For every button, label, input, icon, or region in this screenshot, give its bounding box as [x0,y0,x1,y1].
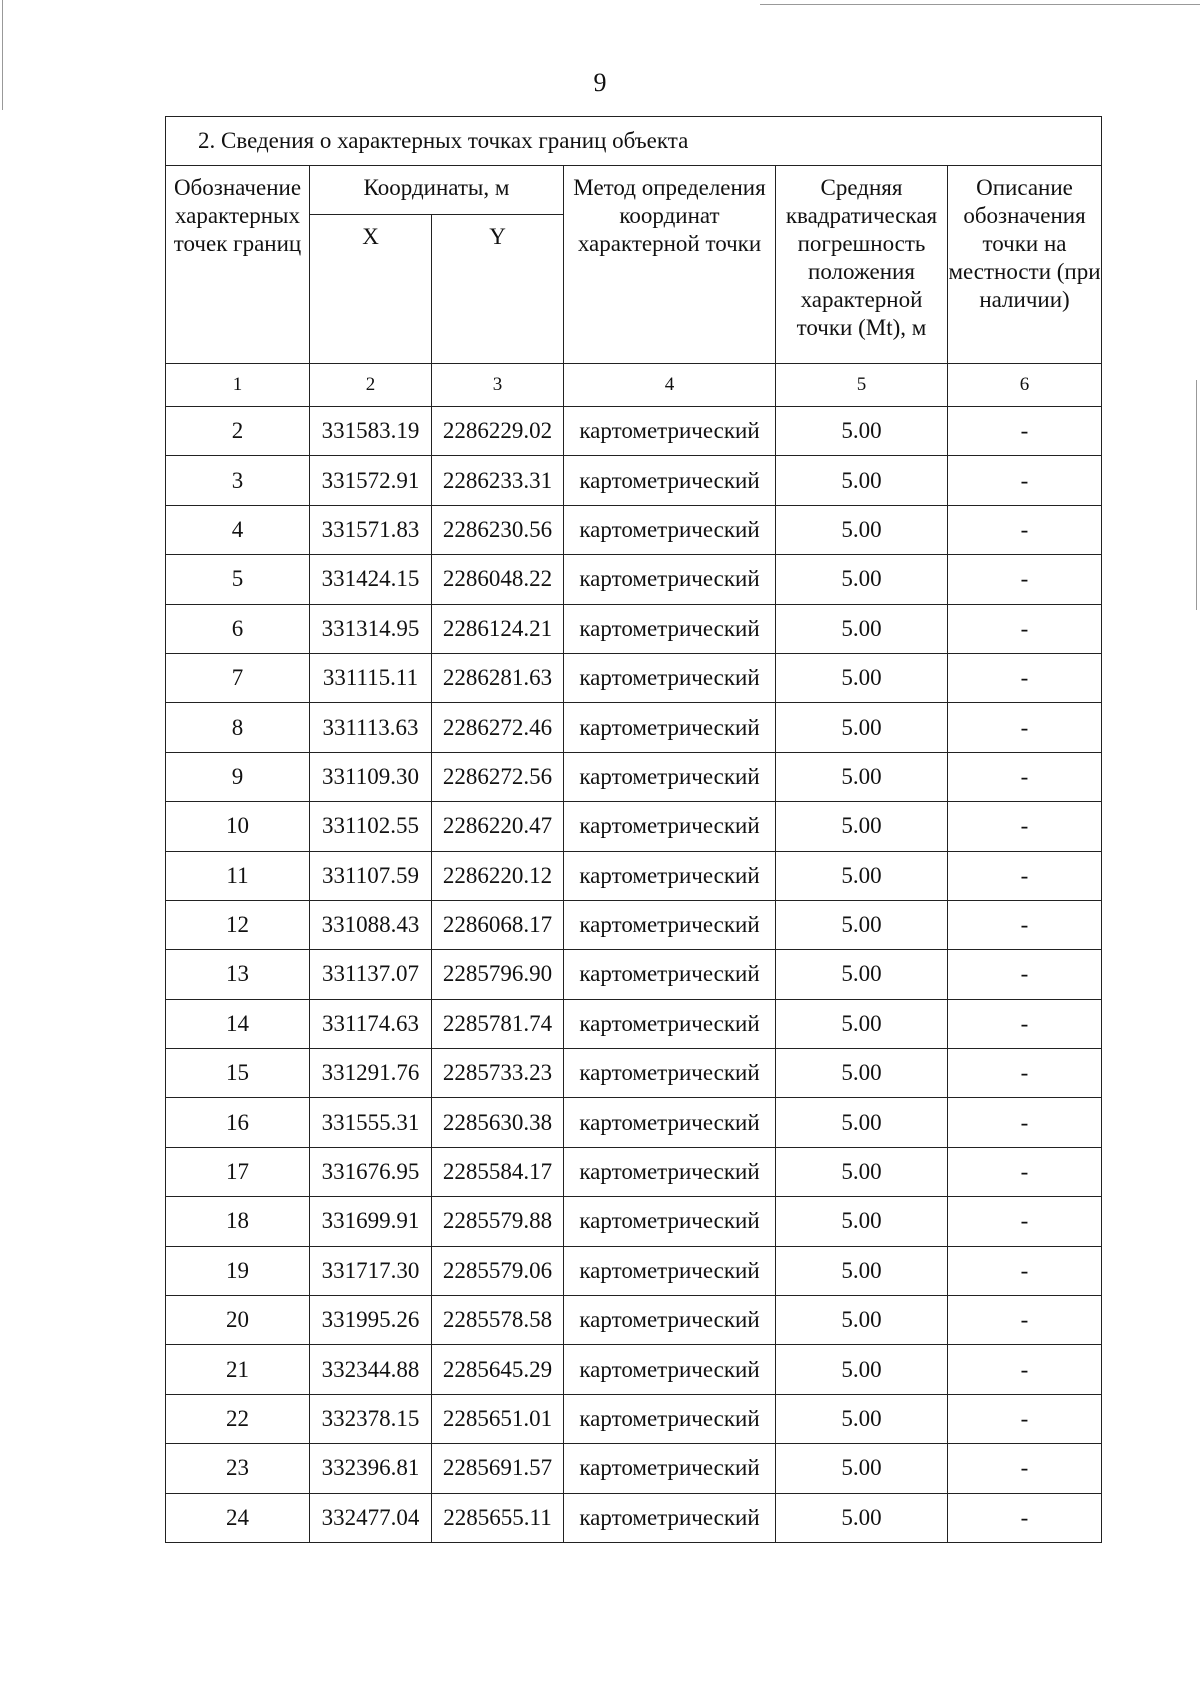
x-coordinate-cell: 331572.91 [310,456,432,505]
y-coordinate-cell: 2285691.57 [432,1444,564,1493]
description-cell: - [948,1345,1102,1394]
method-cell: картометрический [564,1296,776,1345]
point-id-cell: 18 [166,1197,310,1246]
description-cell: - [948,851,1102,900]
y-coordinate-cell: 2285630.38 [432,1098,564,1147]
column-number: 5 [776,364,948,407]
y-coordinate-cell: 2285579.88 [432,1197,564,1246]
y-coordinate-cell: 2285645.29 [432,1345,564,1394]
error-cell: 5.00 [776,505,948,554]
error-cell: 5.00 [776,1345,948,1394]
y-coordinate-cell: 2285578.58 [432,1296,564,1345]
table-row [166,407,1102,456]
method-cell: картометрический [564,1493,776,1542]
column-numbers-row [166,364,1102,407]
x-coordinate-cell: 331137.07 [310,950,432,999]
section-title-row [166,117,1102,166]
table-row [166,999,1102,1048]
error-cell: 5.00 [776,456,948,505]
table-row [166,555,1102,604]
method-cell: картометрический [564,505,776,554]
description-cell: - [948,407,1102,456]
point-id-cell: 24 [166,1493,310,1542]
error-cell: 5.00 [776,802,948,851]
y-coordinate-cell: 2286230.56 [432,505,564,554]
point-id-cell: 2 [166,407,310,456]
scan-edge-right [1196,380,1197,610]
description-cell: - [948,1444,1102,1493]
description-cell: - [948,752,1102,801]
y-coordinate-cell: 2285796.90 [432,950,564,999]
error-cell: 5.00 [776,555,948,604]
point-id-cell: 16 [166,1098,310,1147]
description-cell: - [948,950,1102,999]
table-row [166,1098,1102,1147]
x-coordinate-cell: 331102.55 [310,802,432,851]
x-coordinate-cell: 331424.15 [310,555,432,604]
method-cell: картометрический [564,1049,776,1098]
column-number: 4 [564,364,776,407]
table-row [166,703,1102,752]
description-cell: - [948,999,1102,1048]
point-id-cell: 23 [166,1444,310,1493]
table-row [166,900,1102,949]
description-cell: - [948,1049,1102,1098]
description-cell: - [948,555,1102,604]
boundary-points-table-container [165,116,1101,1543]
x-coordinate-cell: 332396.81 [310,1444,432,1493]
method-cell: картометрический [564,604,776,653]
point-id-cell: 14 [166,999,310,1048]
table-row [166,1394,1102,1443]
point-id-cell: 15 [166,1049,310,1098]
x-coordinate-cell: 331571.83 [310,505,432,554]
point-id-cell: 22 [166,1394,310,1443]
description-cell: - [948,1394,1102,1443]
error-cell: 5.00 [776,950,948,999]
method-cell: картометрический [564,1246,776,1295]
y-coordinate-cell: 2286220.47 [432,802,564,851]
x-coordinate-cell: 331676.95 [310,1147,432,1196]
error-cell: 5.00 [776,1493,948,1542]
table-row [166,1345,1102,1394]
point-id-cell: 5 [166,555,310,604]
header-description: Описание обозначения точки на местности (при наличии) [948,166,1102,364]
method-cell: картометрический [564,950,776,999]
point-id-cell: 8 [166,703,310,752]
method-cell: картометрический [564,1394,776,1443]
x-coordinate-cell: 331174.63 [310,999,432,1048]
header-coordinates: Координаты, м [310,166,564,215]
y-coordinate-cell: 2286281.63 [432,653,564,702]
header-error: Средняя квадратическая погрешность положения характерной точки (Mt), м [776,166,948,364]
x-coordinate-cell: 332378.15 [310,1394,432,1443]
x-coordinate-cell: 332477.04 [310,1493,432,1542]
boundary-points-table [165,116,1102,1543]
method-cell: картометрический [564,456,776,505]
description-cell: - [948,802,1102,851]
point-id-cell: 12 [166,900,310,949]
header-y: Y [432,215,564,364]
method-cell: картометрический [564,1345,776,1394]
description-cell: - [948,1147,1102,1196]
y-coordinate-cell: 2286068.17 [432,900,564,949]
error-cell: 5.00 [776,752,948,801]
error-cell: 5.00 [776,900,948,949]
x-coordinate-cell: 331115.11 [310,653,432,702]
table-row [166,505,1102,554]
error-cell: 5.00 [776,1444,948,1493]
error-cell: 5.00 [776,851,948,900]
data-rows [166,407,1102,1543]
error-cell: 5.00 [776,1147,948,1196]
column-number: 3 [432,364,564,407]
description-cell: - [948,1246,1102,1295]
y-coordinate-cell: 2285655.11 [432,1493,564,1542]
method-cell: картометрический [564,1147,776,1196]
column-number: 1 [166,364,310,407]
x-coordinate-cell: 331107.59 [310,851,432,900]
scan-edge-top [760,4,1200,5]
description-cell: - [948,653,1102,702]
method-cell: картометрический [564,555,776,604]
column-number: 2 [310,364,432,407]
error-cell: 5.00 [776,407,948,456]
point-id-cell: 19 [166,1246,310,1295]
error-cell: 5.00 [776,1394,948,1443]
y-coordinate-cell: 2285733.23 [432,1049,564,1098]
error-cell: 5.00 [776,1049,948,1098]
point-id-cell: 7 [166,653,310,702]
error-cell: 5.00 [776,703,948,752]
x-coordinate-cell: 331555.31 [310,1098,432,1147]
table-row [166,1147,1102,1196]
method-cell: картометрический [564,1197,776,1246]
table-row [166,456,1102,505]
section-title: 2. Сведения о характерных точках границ объекта [166,117,1102,166]
description-cell: - [948,604,1102,653]
page-number: 9 [593,68,607,97]
table-row [166,1296,1102,1345]
x-coordinate-cell: 331109.30 [310,752,432,801]
x-coordinate-cell: 331583.19 [310,407,432,456]
method-cell: картометрический [564,703,776,752]
description-cell: - [948,1197,1102,1246]
error-cell: 5.00 [776,1246,948,1295]
description-cell: - [948,1493,1102,1542]
method-cell: картометрический [564,752,776,801]
table-row [166,802,1102,851]
y-coordinate-cell: 2286220.12 [432,851,564,900]
table-row [166,1049,1102,1098]
description-cell: - [948,456,1102,505]
point-id-cell: 9 [166,752,310,801]
y-coordinate-cell: 2286124.21 [432,604,564,653]
x-coordinate-cell: 331291.76 [310,1049,432,1098]
point-id-cell: 13 [166,950,310,999]
description-cell: - [948,900,1102,949]
point-id-cell: 20 [166,1296,310,1345]
error-cell: 5.00 [776,999,948,1048]
x-coordinate-cell: 331088.43 [310,900,432,949]
description-cell: - [948,1098,1102,1147]
x-coordinate-cell: 331699.91 [310,1197,432,1246]
y-coordinate-cell: 2286272.46 [432,703,564,752]
header-x: X [310,215,432,364]
method-cell: картометрический [564,802,776,851]
y-coordinate-cell: 2285584.17 [432,1147,564,1196]
point-id-cell: 21 [166,1345,310,1394]
error-cell: 5.00 [776,653,948,702]
description-cell: - [948,1296,1102,1345]
error-cell: 5.00 [776,1296,948,1345]
x-coordinate-cell: 331113.63 [310,703,432,752]
table-row [166,1197,1102,1246]
method-cell: картометрический [564,999,776,1048]
x-coordinate-cell: 331717.30 [310,1246,432,1295]
table-row [166,1246,1102,1295]
x-coordinate-cell: 331995.26 [310,1296,432,1345]
point-id-cell: 6 [166,604,310,653]
header-designation: Обозначение характерных точек границ [166,166,310,364]
table-row [166,1444,1102,1493]
method-cell: картометрический [564,1444,776,1493]
y-coordinate-cell: 2285781.74 [432,999,564,1048]
point-id-cell: 4 [166,505,310,554]
point-id-cell: 11 [166,851,310,900]
y-coordinate-cell: 2285579.06 [432,1246,564,1295]
error-cell: 5.00 [776,604,948,653]
y-coordinate-cell: 2286233.31 [432,456,564,505]
table-row [166,653,1102,702]
header-method: Метод определения координат характерной точки [564,166,776,364]
method-cell: картометрический [564,1098,776,1147]
table-row [166,604,1102,653]
x-coordinate-cell: 331314.95 [310,604,432,653]
point-id-cell: 3 [166,456,310,505]
description-cell: - [948,703,1102,752]
y-coordinate-cell: 2286272.56 [432,752,564,801]
method-cell: картометрический [564,851,776,900]
y-coordinate-cell: 2286048.22 [432,555,564,604]
table-row [166,950,1102,999]
point-id-cell: 17 [166,1147,310,1196]
description-cell: - [948,505,1102,554]
method-cell: картометрический [564,653,776,702]
error-cell: 5.00 [776,1197,948,1246]
y-coordinate-cell: 2285651.01 [432,1394,564,1443]
method-cell: картометрический [564,407,776,456]
y-coordinate-cell: 2286229.02 [432,407,564,456]
error-cell: 5.00 [776,1098,948,1147]
table-row [166,851,1102,900]
header-row-1 [166,166,1102,215]
point-id-cell: 10 [166,802,310,851]
table-row [166,1493,1102,1542]
column-number: 6 [948,364,1102,407]
x-coordinate-cell: 332344.88 [310,1345,432,1394]
table-row [166,752,1102,801]
method-cell: картометрический [564,900,776,949]
